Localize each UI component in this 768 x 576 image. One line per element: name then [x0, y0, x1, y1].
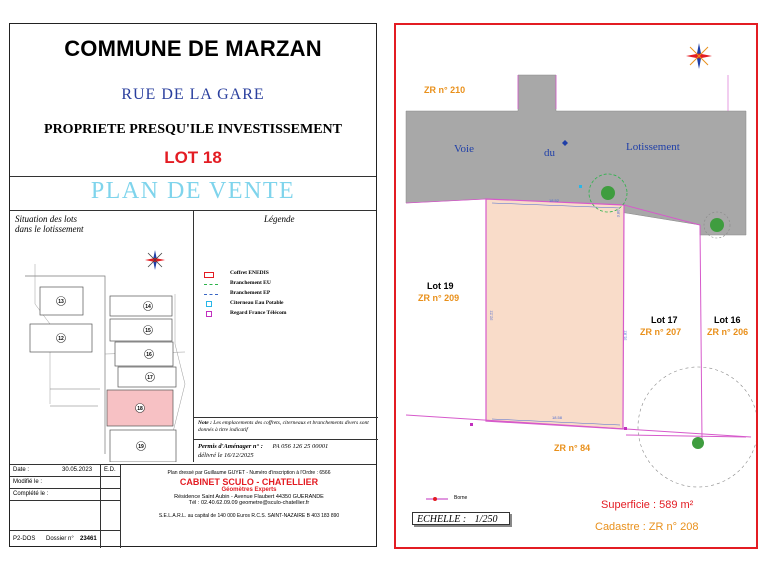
road-label: du — [544, 147, 555, 159]
legend-item: Regard France Télécom — [204, 310, 374, 320]
parcel-label: ZR n° 206 — [707, 327, 749, 337]
legend-panel — [194, 210, 378, 462]
dossier-number: 23461 — [80, 536, 97, 542]
road-label: Voie — [454, 143, 474, 155]
situation-panel — [10, 210, 194, 462]
legend-item: Branchement EU — [204, 280, 374, 290]
dimension-label: 18.52 — [549, 198, 560, 203]
cadastre-reference: Cadastre : ZR n° 208 — [595, 521, 699, 533]
parcel-label: ZR n° 210 — [424, 85, 466, 95]
dimension-label: 18.58 — [552, 415, 563, 420]
lot-marker: 12 — [58, 335, 64, 342]
plan-title: PLAN DE VENTE — [90, 178, 296, 204]
parcel-label: ZR n° 84 — [554, 443, 591, 453]
situation-caption: Situation des lots — [15, 214, 78, 224]
permit-info: Permis d'Aménager n° : PA 056 126 25 00001 délivré le 16/12/2025 — [198, 443, 329, 459]
lot-marker: 19 — [138, 443, 144, 450]
parcel-label: ZR n° 207 — [640, 327, 682, 337]
parcel-label: ZR n° 209 — [418, 293, 460, 303]
lot-marker: 16 — [146, 351, 152, 358]
lot-18-parcel — [486, 199, 624, 429]
sale-plan-sheet — [9, 23, 377, 547]
situation-caption-2: dans le lotissement — [15, 224, 84, 234]
legend-item: Branchement EP — [204, 290, 374, 300]
legend-item: Citerneau Eau Potable — [204, 300, 374, 310]
scale-value: 1/250 — [474, 514, 498, 525]
legend-list — [204, 270, 374, 320]
divider — [194, 417, 378, 418]
lot-marker: 15 — [145, 327, 151, 334]
lot-marker: 13 — [58, 298, 64, 305]
cadastral-map-sheet — [394, 23, 758, 549]
telecom-manhole-icon — [206, 311, 212, 317]
lot-19-label: Lot 19 — [427, 281, 454, 291]
lot-17-label: Lot 17 — [651, 315, 678, 325]
legend-title: Légende — [264, 214, 295, 224]
firm-name: CABINET SCULO - CHATELLIER — [179, 477, 319, 487]
dimension-label: 31.82 — [622, 330, 628, 341]
road-label: Lotissement — [626, 141, 680, 153]
ep-line-icon — [204, 294, 218, 295]
lot-marker: 17 — [147, 374, 153, 381]
lot-marker: 14 — [145, 303, 151, 310]
note: Note : Les emplacements des coffrets, citerneaux et branchements divers sont donnés à titre indicatif — [198, 420, 369, 433]
surveyor-block: Plan dressé par Guillaume GUYET - Numéro d'inscription à l'Ordre : 6566 CABINET SCULO - CHATELLIER Géomètres Experts Résidence Saint Aubin - Avenue Flaubert 44350 GUERANDE Tél : 02.40.62.09.09 geometre@sculo-chatellier.fr S.E.L.A.R.L. au capital de 140 000 Euros R.C.S. SAINT-NAZAIRE B 403 183 890 — [120, 464, 378, 548]
boundary-marker-icon — [433, 497, 437, 501]
divider — [194, 439, 378, 440]
borne-legend: Borne — [454, 495, 468, 501]
dimension-label: 32.22 — [488, 310, 494, 321]
divider — [10, 176, 376, 177]
lot-number: LOT 18 — [164, 148, 222, 167]
tree-icon — [710, 218, 724, 232]
tree-icon — [601, 186, 615, 200]
commune-title: COMMUNE DE MARZAN — [64, 36, 322, 61]
compass-rose-icon — [686, 43, 712, 69]
legend-item: Coffret ENEDIS — [204, 270, 374, 280]
lot-16-label: Lot 16 — [714, 315, 741, 325]
enedis-box-icon — [204, 272, 214, 278]
tree-icon — [692, 437, 704, 449]
scale-box: ECHELLE : 1/250 — [412, 512, 510, 525]
document-code: P2-DOS — [13, 536, 36, 542]
compass-rose-icon — [145, 250, 165, 270]
area-label: Superficie : 589 m² — [601, 499, 694, 511]
situation-map — [10, 234, 193, 462]
dimension-label: 3.80 — [615, 209, 621, 218]
eu-line-icon — [204, 284, 218, 285]
property-owner: PROPRIETE PRESQU'ILE INVESTISSEMENT — [44, 122, 342, 137]
revision-table: Date : 30.05.2023 E.D. Modifié le : Complété le : P2-DOS Dossier n° 23461 — [10, 464, 121, 548]
street-name: RUE DE LA GARE — [121, 86, 265, 103]
lot-marker: 18 — [137, 405, 143, 412]
water-manhole-icon — [206, 301, 212, 307]
